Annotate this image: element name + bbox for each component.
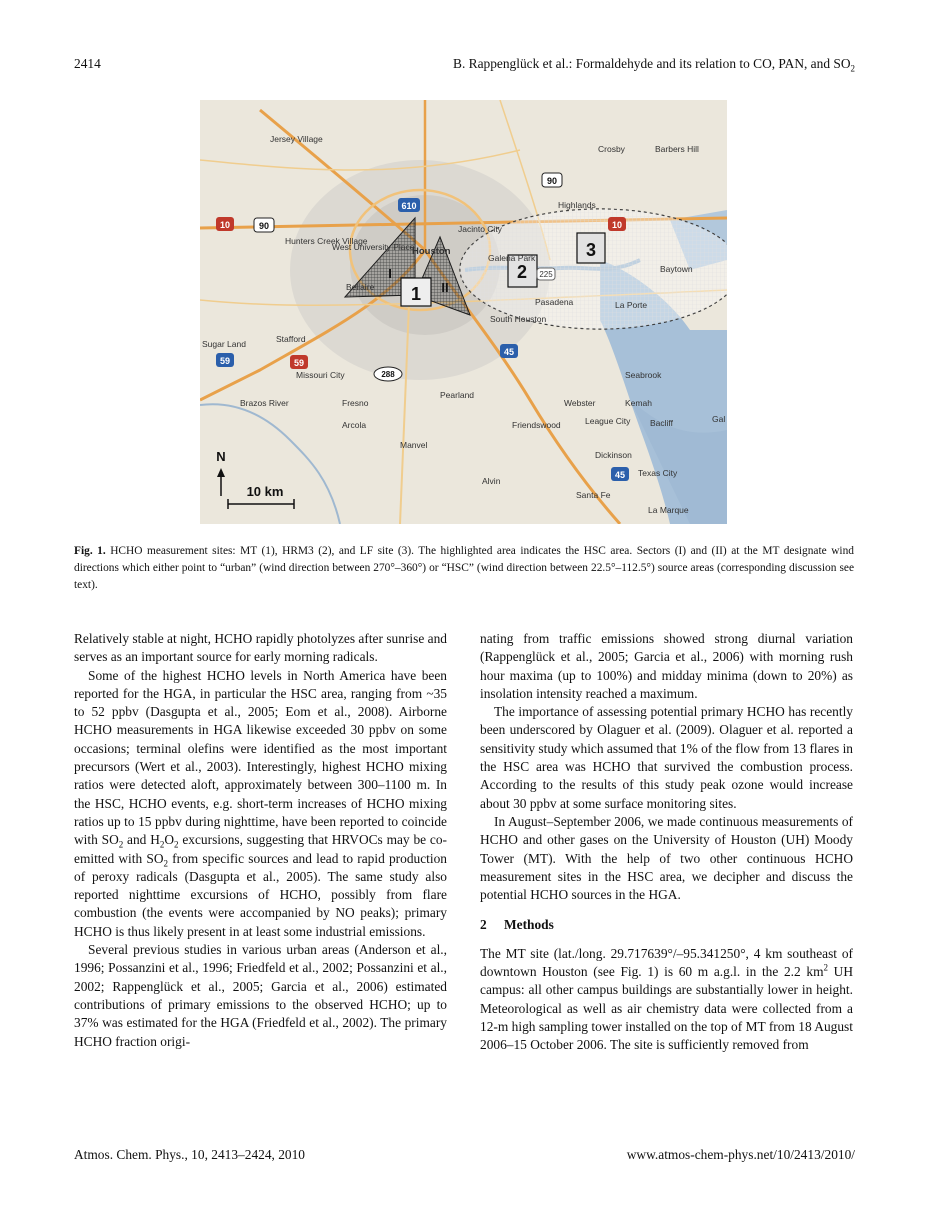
place-label: La Porte <box>615 300 648 310</box>
shield-label: 45 <box>503 347 515 357</box>
right-column <box>480 630 853 1055</box>
shield-label: 59 <box>293 358 305 368</box>
shield-label: 10 <box>219 220 231 230</box>
place-label: Webster <box>564 398 596 408</box>
caption-label: Fig. 1. <box>74 545 106 557</box>
paragraph <box>74 667 447 941</box>
place-label: Friendswood <box>512 420 561 430</box>
figure-caption <box>74 543 854 594</box>
paragraph: In August–September 2006, we made continuous measurements of HCHO and other gases on the University of Houston (UH) Moody Tower (MT). With the help of two other continuous HCHO measurement sites in the HSC area, we decipher and discuss the potential HCHO sources in the HGA. <box>480 813 853 903</box>
place-label: Seabrook <box>625 370 662 380</box>
place-label: League City <box>585 416 631 426</box>
section-number: 2 <box>480 917 487 933</box>
place-label: Highlands <box>558 200 596 210</box>
running-title-subscript: 2 <box>850 63 855 74</box>
place-label: Baytown <box>660 264 693 274</box>
place-label: Galena Park <box>488 253 536 263</box>
site-label-2: 2 <box>516 262 528 282</box>
paragraph: Several previous studies in various urban areas (Anderson et al., 1996; Possanzini et al., 1996; Friedfeld et al., 2002; Possanzini et al., 2002; Rappenglück et al., 2005; Garcia et al., 2006) estimated contributions of primary emissions to the observed HCHO; up to 37% was estimated for the HGA (Friedfeld et al., 2002). The primary HCHO fraction origi- <box>74 942 447 1049</box>
shield-label: 288 <box>381 370 395 379</box>
place-label: Bacliff <box>650 418 673 428</box>
paragraph-text: Some of the highest HCHO levels in North America have been reported for the HGA, in particular the HSC area, ranging from ~35 to 52 ppbv (Dasgupta et al., 2005; Eom et al., 2008). Airborne HCHO measurements in HGA likewise exceeded 30 ppbv on some occasions; terminal olefins were identified as the most important precursors (Wert et al., 2003). Interestingly, highest HCHO mixing ratios were detected aloft, approximately between 300–1100 m. In the HSC, HCHO events, e.g. short-term increases of HCHO mixing ratios up to 15 ppbv during nighttime, have been reported to coincide with SO <box>74 667 447 848</box>
scale-label: 10 km <box>246 484 284 499</box>
shield-label: 45 <box>614 470 626 480</box>
footer-journal: Atmos. Chem. Phys., 10, 2413–2424, 2010 <box>74 1147 306 1162</box>
figure-map <box>200 100 727 524</box>
place-label: Missouri City <box>296 370 345 380</box>
paragraph-text: The MT site (lat./long. 29.717639°/–95.341250°, 4 km southeast of downtown Houston (see Fig. 1) is 60 m a.g.l. in the 2.2 km <box>480 945 853 980</box>
place-label: West University Place <box>332 242 415 252</box>
shield-label: 610 <box>401 201 417 211</box>
place-label: Alvin <box>482 476 501 486</box>
subscript: 2 <box>159 839 165 850</box>
sector-label-ii: II <box>441 280 449 295</box>
subscript: 2 <box>118 839 124 850</box>
place-label: Gal <box>712 414 726 424</box>
site-label-3: 3 <box>585 240 597 260</box>
place-label: Kemah <box>625 398 652 408</box>
place-label: Houston <box>412 246 451 257</box>
section-title: Methods <box>504 917 554 933</box>
place-label: Sugar Land <box>202 339 246 349</box>
site-label-1: 1 <box>410 284 422 304</box>
subscript: 2 <box>174 839 179 850</box>
map-svg <box>200 100 727 524</box>
shield-label: 10 <box>611 220 623 230</box>
left-column <box>74 630 447 1051</box>
superscript: 2 <box>823 962 828 973</box>
paragraph-text: UH campus: all other campus buildings are substantially lower in height. Meteorological as well as air chemistry data were collected from a 12-m high sampling tower installed on the top of MT from 18 August 2006–15 October 2006. The site is sufficiently removed from <box>480 964 853 1053</box>
place-label: Stafford <box>276 334 306 344</box>
place-label: Dickinson <box>595 450 632 460</box>
shield-label: 90 <box>546 176 558 186</box>
north-label: N <box>216 449 226 464</box>
place-label: La Marque <box>648 505 689 515</box>
paragraph: The importance of assessing potential primary HCHO has recently been underscored by Olaguer et al. (2009). Olaguer et al. reported a sensitivity study which assumed that 1% of the flow from 13 flares in the HSC area was HCHO that survived the combustion process. According to the results of this study peak ozone would increase about 30 ppbv at some surface monitoring sites. <box>480 704 853 811</box>
place-label: Jacinto City <box>458 224 502 234</box>
place-label: Manvel <box>400 440 428 450</box>
place-label: Hunters Creek Village <box>285 236 368 246</box>
place-label: Arcola <box>342 420 367 430</box>
place-label: South Houston <box>490 314 547 324</box>
place-label: Bellaire <box>346 282 375 292</box>
section-heading <box>480 916 853 934</box>
paragraph <box>480 945 853 1055</box>
place-label: Brazos River <box>240 398 289 408</box>
paragraph-text: O <box>164 832 175 848</box>
paragraph: nating from traffic emissions showed strong diurnal variation (Rappenglück et al., 2005; Garcia et al., 2006) with morning rush hour maxima (up to 100%) and midday minima (down to 20%) as insolation intensity reached a maximum. <box>480 631 853 701</box>
footer-url[interactable]: www.atmos-chem-phys.net/10/2413/2010/ <box>626 1147 855 1162</box>
place-label: Fresno <box>342 398 369 408</box>
running-title-text: B. Rappenglück et al.: Formaldehyde and its relation to CO, PAN, and SO <box>453 56 851 71</box>
place-label: Pasadena <box>535 297 574 307</box>
place-label: Texas City <box>638 468 678 478</box>
shield-label: 225 <box>539 270 553 279</box>
place-label: Pearland <box>440 390 475 400</box>
shield-label: 90 <box>258 221 270 231</box>
caption-text: HCHO measurement sites: MT (1), HRM3 (2), and LF site (3). The highlighted area indicates the HSC area. Sectors (I) and (II) at the MT designate wind directions which either point to “urban” (wind direction between 270°–360°) or “HSC” (wind direction between 22.5°–112.5°) source areas (corresponding discussion see text). <box>74 545 854 591</box>
sector-label-i: I <box>388 266 392 281</box>
subscript: 2 <box>163 858 168 869</box>
paragraph: Relatively stable at night, HCHO rapidly photolyzes after sunrise and serves as an important source for early morning radicals. <box>74 631 447 665</box>
place-label: Crosby <box>598 144 625 154</box>
place-label: Barbers Hill <box>655 144 699 154</box>
page-number: 2414 <box>74 56 101 71</box>
paragraph-text: and H <box>123 832 160 848</box>
paragraph-text: from specific sources and lead to rapid production of peroxy radicals (Dasgupta et al., 2005). The same study also reported nighttime excursions of HCHO, possibly from flare combustion (the events were accompanied by NO peaks); primary HCHO is thus likely present in at least some industrial emissions. <box>74 850 447 939</box>
place-label: Jersey Village <box>270 134 323 144</box>
place-label: Santa Fe <box>576 490 611 500</box>
paragraph-text: excursions, suggesting that HRVOCs may be co-emitted with SO <box>74 832 447 866</box>
shield-label: 59 <box>219 356 231 366</box>
running-title <box>453 56 855 72</box>
